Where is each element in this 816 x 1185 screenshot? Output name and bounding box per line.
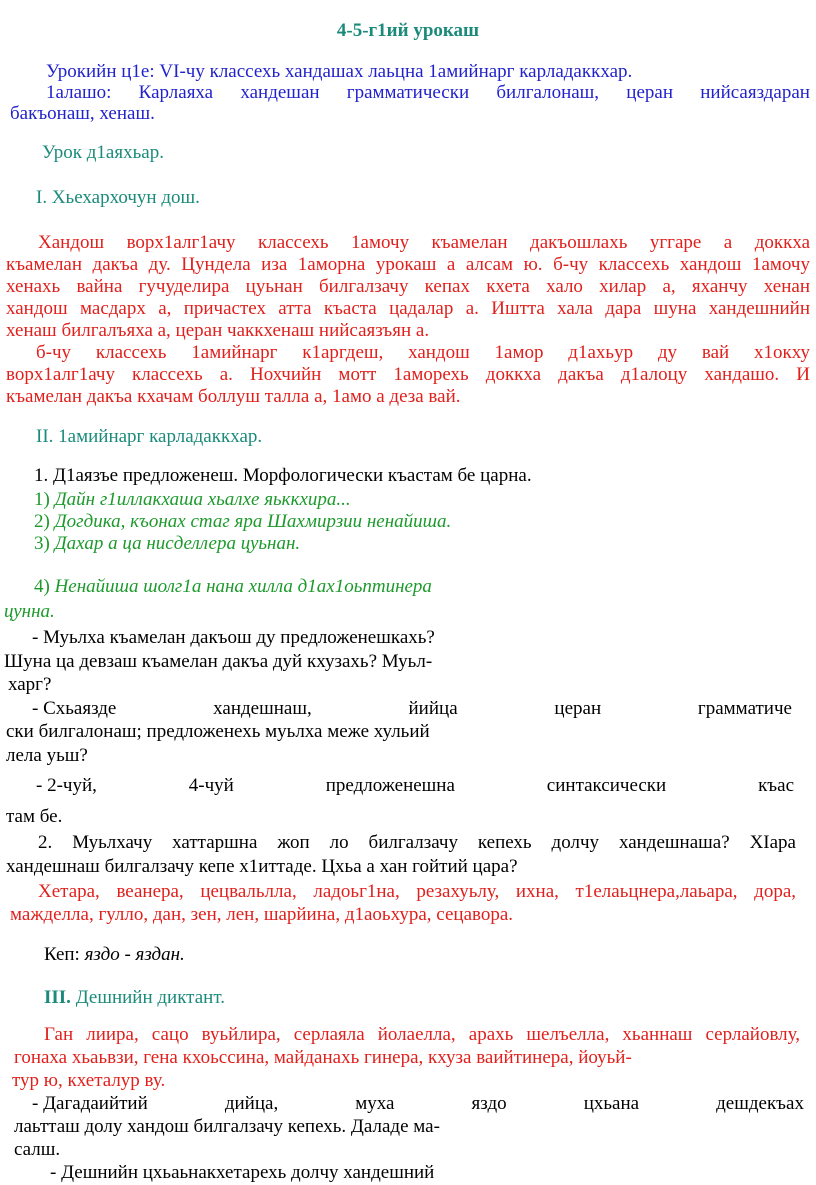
sentence-3: [34, 533, 300, 555]
goal-text: VI-чу классехь хандашах лаьцна 1амийнарг карладаккхар.: [159, 61, 633, 82]
question-4-line: лаьтташ долу хандош билгалзачу кепехь. Даладе ма-: [14, 1116, 440, 1137]
sentence-1: [34, 489, 351, 511]
word: церан: [626, 82, 673, 103]
question-2: [32, 698, 792, 720]
word: къас: [758, 775, 794, 796]
verb-list-line: мажделла, гулло, дан, зен, лен, шарйина, д1аоьхура, сецавора.: [10, 904, 514, 925]
dictation-line: Ган лиира, сацо вуьйлира, серлаяла йолаелла, арахь шелъелла, хьаннаш серлайовлу,: [44, 1024, 800, 1045]
question-2-line: лела уьш?: [6, 745, 88, 766]
word: цхьана: [583, 1093, 640, 1114]
question-1: - Муьлха къамелан дакъош ду предложенешкахь?: [32, 627, 435, 648]
word: предложенешна: [325, 775, 455, 796]
text-line: хенаш билгалъяха а, церан чаккхенаш нийсаязъян а.: [6, 320, 430, 341]
sentence-text: Дайн г1иллакхаша хьалхе яьккхира...: [54, 489, 351, 510]
verb-list: Хетара, веанера, цецвальлла, ладоьг1на, резахуьлу, ихна, т1елаьцнера,лаьара, дора,: [38, 881, 796, 902]
lesson-flow-heading: Урок д1аяхьар.: [42, 142, 164, 163]
text-line: ворх1алг1ачу классехь а. Нохчийн мотт 1аморехь доккха дакъа д1алоцу хандашо. И: [6, 364, 810, 385]
lesson-goal: [46, 61, 632, 83]
word: - 2-чуй,: [36, 775, 97, 796]
question-1-line: Шуна ца девзаш къамелан дакъа дуй кхузахь? Муьл-: [4, 651, 433, 672]
word: - Дагадаийтий: [32, 1093, 148, 1114]
sentence-number: 3): [34, 533, 50, 554]
task-1: 1. Д1аязъе предложенеш. Морфологически къастам бе царна.: [34, 465, 532, 486]
word: хандешнаш,: [213, 698, 312, 719]
question-4: [32, 1093, 804, 1115]
question-3: [36, 775, 794, 797]
word: муха: [355, 1093, 395, 1114]
sentence-number: 4): [34, 576, 50, 597]
example-text: яздо - яздан.: [84, 944, 185, 965]
text-line: хандош масдарх а, причастех атта къаста цадалар а. Иштта хала дара шуна хандешнийн: [6, 298, 810, 319]
word: грамматиче: [697, 698, 792, 719]
sentence-text: Ненайиша шолг1а нана хилла д1ах1оьптинера: [54, 576, 432, 597]
sentence-number: 1): [34, 489, 50, 510]
word: Карлаяха: [138, 82, 214, 103]
goal-label-2: 1алашо:: [46, 82, 112, 103]
text-line: къамелан дакъа кхачам боллуш талла а, 1амо а деза вай.: [6, 386, 461, 407]
question-1-line: харг?: [8, 674, 52, 695]
sentence-number: 2): [34, 511, 50, 532]
word: дешдекъах: [716, 1093, 804, 1114]
dictation-line: гонаха хьаьвзи, гена кхоьссина, майданахь гинера, кхуза ваийтинера, йоуьй-: [14, 1047, 632, 1068]
page-title: 4-5-г1ий урокаш: [336, 20, 480, 41]
word: йийца: [408, 698, 458, 719]
word: дийца,: [224, 1093, 279, 1114]
question-2-line: ски билгалонаш; предложенехь муьлха меже хульий: [6, 721, 430, 742]
word: синтаксически: [546, 775, 667, 796]
section-2-heading: II. 1амийнарг карладаккхар.: [36, 426, 263, 447]
section-1-heading: I. Хьехархочун дош.: [36, 187, 200, 208]
word: церан: [554, 698, 602, 719]
sentence-text: Дахар а ца нисделлера цуьнан.: [54, 533, 301, 554]
dictation-line: тур ю, кхеталур ву.: [12, 1070, 166, 1091]
word: - Схьаязде: [32, 698, 117, 719]
sentence-text: Догдика, къонах стаг яра Шахмирзии ненайиша.: [54, 511, 452, 532]
word: нийсаяздаран: [700, 82, 810, 103]
task-2-line: хандешнаш билгалзачу кепе х1иттаде. Цхьа а хан гойтий цара?: [6, 856, 518, 877]
word: хандешан: [240, 82, 320, 103]
section-3-heading: [44, 987, 225, 1009]
text-line: хенахь вайна гучуделира цуьнан билгалзачу кепах кхета хало хилар а, яханчу хенан: [6, 276, 810, 297]
task-2: 2. Муьлхачу хаттаршна жоп ло билгалзачу кепехь долчу хандешнаша? XIара: [38, 832, 796, 853]
sentence-4-continued: цунна.: [4, 601, 55, 622]
text-line: б-чу классехь 1амийнарг к1аргдеш, хандош 1амор д1ахьур ду вай х1окху: [36, 342, 810, 363]
section-title: Дешнийн диктант.: [75, 987, 225, 1008]
example: [44, 944, 185, 966]
sentence-4: [34, 576, 432, 598]
word: 4-чуй: [188, 775, 234, 796]
goal-line-2: [46, 82, 810, 104]
text-line: къамелан дакъа ду. Цундела иза 1аморна урокаш а алсам ю. б-чу классехь хандош 1амочу: [6, 254, 810, 275]
word: грамматически: [346, 82, 470, 103]
question-4-line: салш.: [14, 1139, 61, 1160]
word: билгалонаш,: [496, 82, 600, 103]
goal-label: Урокийн ц1е:: [46, 61, 155, 82]
goal-line-3: бакъонаш, хенаш.: [10, 103, 155, 124]
question-5: - Дешнийн цхьаьнакхетарехь долчу хандешний: [50, 1162, 435, 1183]
sentence-2: [34, 511, 451, 533]
question-3-line: там бе.: [6, 806, 63, 827]
word: яздо: [471, 1093, 507, 1114]
text-line: Хандош ворх1алг1ачу классехь 1амочу къамелан дакъошлахь уггаре а доккха: [38, 232, 810, 253]
section-number: III.: [44, 987, 71, 1008]
example-label: Кеп:: [44, 944, 80, 965]
